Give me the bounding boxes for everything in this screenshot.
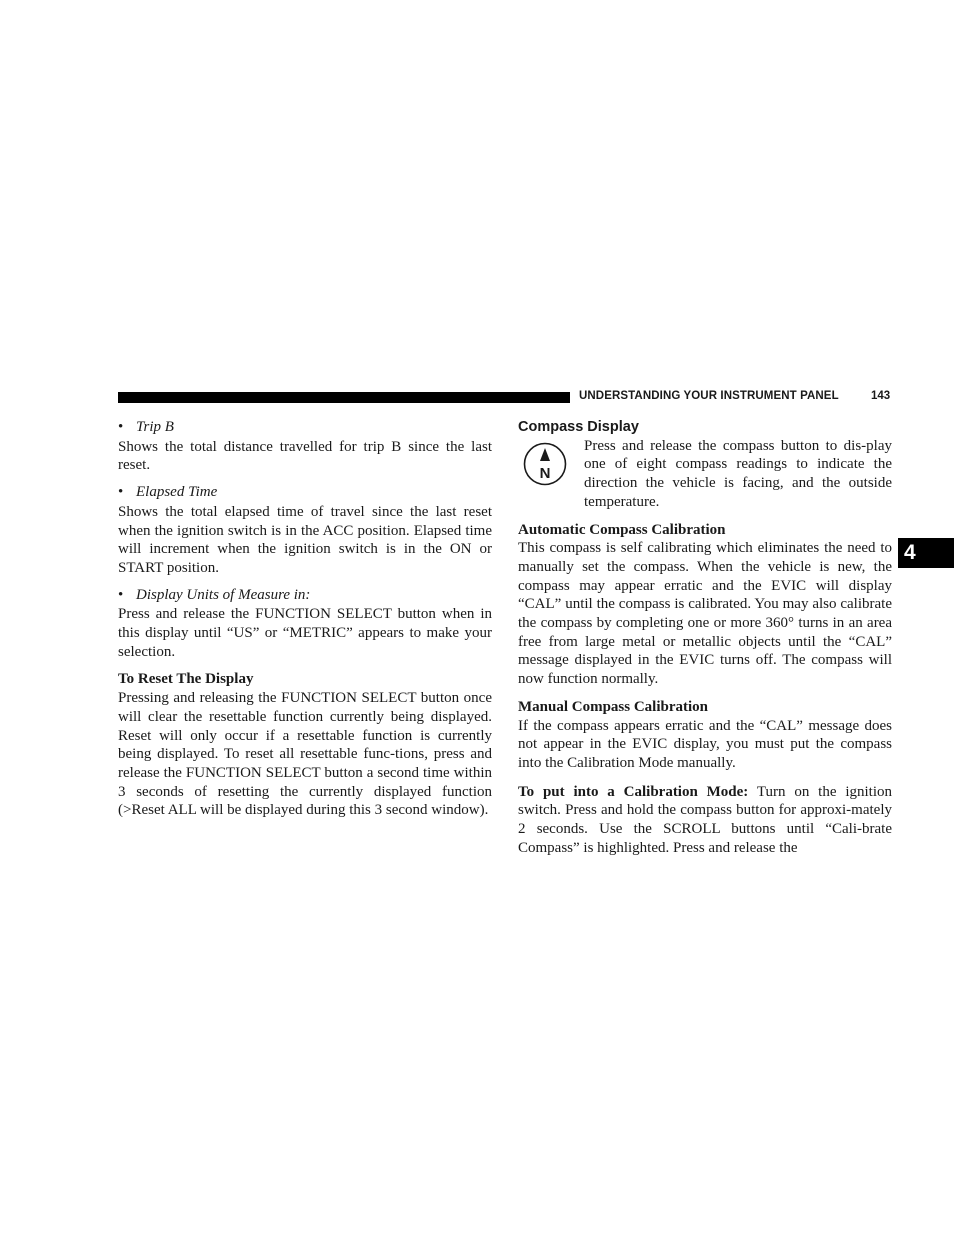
bullet-dot: • [118,419,124,435]
auto-calibration-heading: Automatic Compass Calibration [518,521,726,538]
page-number: 143 [871,390,891,402]
display-units-text: Press and release the FUNCTION SELECT button when in this display until “US” or “METRIC” appears to make your selection. [118,606,492,660]
reset-display-heading: To Reset The Display [118,671,254,688]
bullet-display-units [118,586,492,605]
auto-calibration-text: This compass is self calibrating which eliminates the need to manually set the compass. When the vehicle is new, the compass may appear erratic and the EVIC will display “CAL” until the compass is calibrated. You may also calibrate the compass by completing one or more 360° turns in an area free from large metal or metallic objects until the “CAL” message displayed in the EVIC turns off. The compass will now function normally. [518,540,892,688]
chapter-tab: 4 [898,538,954,568]
bullet-dot: • [118,586,124,603]
bullet-label: Elapsed Time [136,484,218,501]
compass-letter: N [539,464,551,482]
calibration-mode-run-in: To put into a Calibration Mode: [518,783,749,800]
compass-display-text: Press and release the compass button to dis-play one of eight compass readings to indicate the direction the vehicle is facing, and the outside temperature. [584,437,892,510]
compass-display-block [518,437,892,512]
bullet-dot: • [118,484,124,501]
header-rule [118,392,570,403]
elapsed-time-text: Shows the total elapsed time of travel since the last reset when the ignition switch is in the ACC position. Elapsed time will increment when the ignition switch is in the ON or START position. [118,503,492,576]
calibration-mode-text: Turn on the ignition switch. Press and hold the compass button for approxi-mately 2 seconds. Use the SCROLL buttons until “Cali-brate Compass” is highlighted. Press and release the [518,783,893,856]
right-column [518,418,892,857]
calibration-mode-paragraph [518,783,892,858]
running-header-title: UNDERSTANDING YOUR INSTRUMENT PANEL [579,390,839,402]
trip-b-text: Shows the total distance travelled for trip B since the last reset. [118,438,492,474]
bullet-trip-b [118,418,492,437]
bullet-label: Trip B [136,419,174,435]
manual-calibration-text: If the compass appears erratic and the “CAL” message does not appear in the EVIC display, you must put the compass into the Calibration Mode manually. [518,717,892,771]
manual-calibration-heading: Manual Compass Calibration [518,698,709,715]
left-column [118,418,492,820]
compass-north-icon [523,442,567,486]
bullet-elapsed-time [118,483,492,502]
compass-display-heading: Compass Display [518,419,639,435]
reset-display-text: Pressing and releasing the FUNCTION SELECT button once will clear the resettable function currently being displayed. Reset will only occur if a resettable function is currently being displayed. To reset all resettable func-tions, press and release the FUNCTION SELECT button a second time within 3 seconds of resetting the currently displayed function (>Reset ALL will be displayed during this 3 second window). [118,690,492,819]
bullet-label: Display Units of Measure in: [136,586,311,603]
